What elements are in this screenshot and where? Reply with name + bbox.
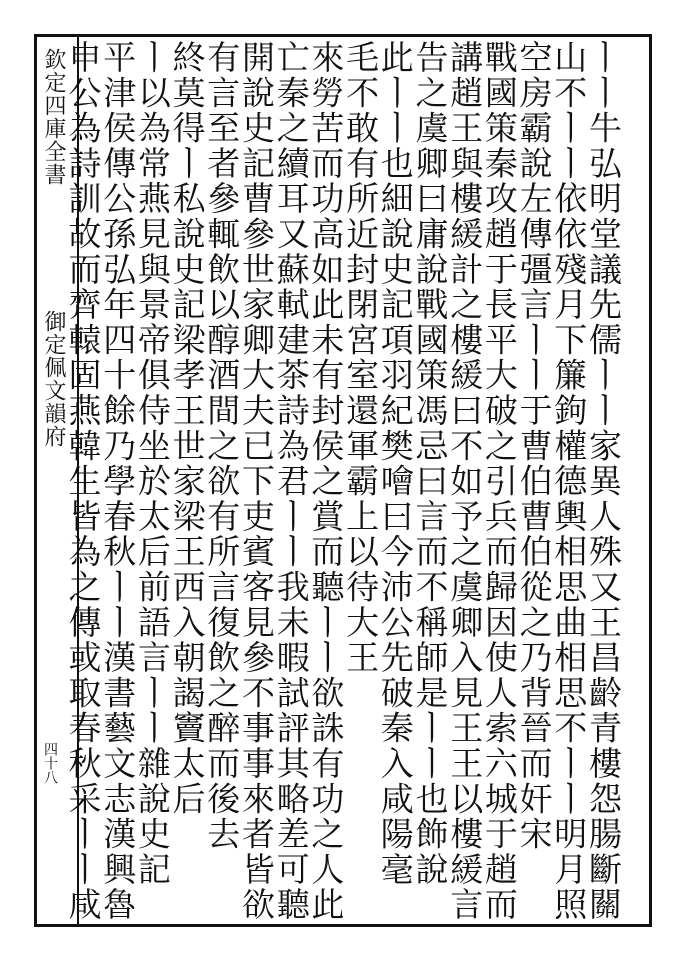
text-column: 戰國策秦攻趙于長平大破之引兵而歸因使人索六城于趙而 <box>479 40 519 923</box>
text-column: 終莫得ㅣ私說史記梁孝王世家梁王西入朝謁竇太后 <box>167 40 207 817</box>
text-column: 空房霸說左傳彊言ㅣㅣ于曹伯曹伯從之乃背晉而奸宋 <box>514 40 554 852</box>
text-column: 毛不敢有所近封閉宮室還軍霸上以待大王 <box>341 40 381 676</box>
text-column: ㅣㅣ牛弘明堂議先儒ㅣㅣ家異人殊又王昌齡青樓怨腸斷關 <box>583 40 623 923</box>
text-column: 告之虞卿曰庸說戰國策馮忌曰言而不稱師是ㅣㅣ也飾說 <box>410 40 450 888</box>
text-column: 有言至者參輒飲以醇酒間之欲有所言復飲之醉而後去 <box>202 40 242 852</box>
library-title: 欽定四庫全書 <box>41 48 66 186</box>
text-column: 講趙王與樓緩計之樓緩曰不如予之虞卿入見王王以樓緩言 <box>445 40 485 923</box>
text-column: 來勞苦而功高如此未有封侯之賞而聽ㅣㅣ欲誅有功之人此 <box>306 40 346 923</box>
text-column: 平津侯傳公孫弘年四十餘乃學春秋ㅣㅣ漢書藝文志漢興魯 <box>98 40 138 923</box>
book-title: 御定佩文韻府 <box>41 310 66 448</box>
text-column: 申公為詩訓故而齊轅固燕韓生皆為之傳或取春秋采ㅣㅣ咸 <box>63 40 103 923</box>
text-column: 山不ㅣㅣ依依殘月下簾鉤權德輿相思曲相思不ㅣㅣ明月照 <box>549 40 589 923</box>
page-number: 四十八 <box>42 742 58 784</box>
text-column: 亡秦之續耳又蘇軾建茶詩為君ㅣㅣ我未暇試評其略差可聽 <box>271 40 311 923</box>
text-column: 開說史記曹參世家卿大夫已下吏賓客見參不事事來者皆欲 <box>236 40 276 923</box>
text-column: ㅣ以為常燕見與景帝俱侍坐於太后前語言ㅣㅣ雜說史記 <box>132 40 172 888</box>
text-column: 此ㅣㅣ也細說史記項羽紀樊噲曰今沛公先破秦入咸陽毫 <box>375 40 415 888</box>
